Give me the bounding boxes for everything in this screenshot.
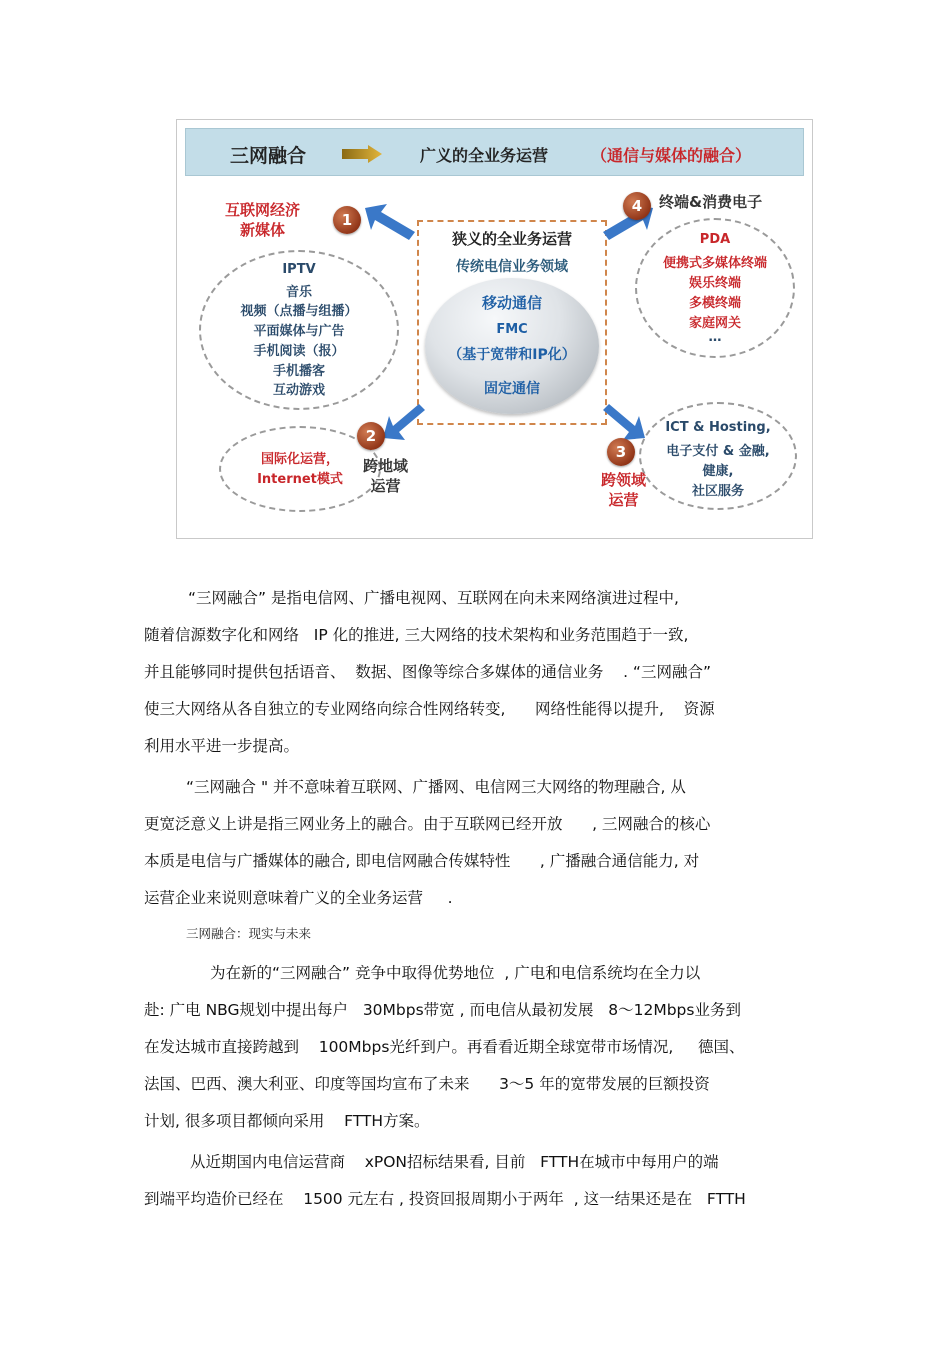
text-line: 更宽泛意义上讲是指三网业务上的融合。由于互联网已经开放 , 三网融合的核心 [144, 815, 711, 833]
section-caption: 三网融合：现实与未来 [186, 926, 312, 941]
node2-label [363, 456, 408, 496]
text-line: 使三大网络从各自独立的专业网络向综合性网络转变, 网络性能得以提升, 资源 [144, 700, 715, 718]
node4-item: 家庭网关 [688, 316, 741, 331]
node3-label-line: 跨领域 [601, 471, 647, 489]
node1-item: 音乐 [285, 285, 312, 300]
node3-item: 电子支付 & 金融, [666, 444, 770, 459]
text-line: 利用水平进一步提高。 [144, 737, 300, 755]
center-title: 狭义的全业务运营 [451, 230, 572, 248]
center-subtitle: 传统电信业务领域 [456, 259, 568, 275]
text-line: “三网融合” 是指电信网、广播电视网、互联网在向未来网络演进过程中, [188, 589, 679, 607]
node2-label-line: 跨地域 [363, 457, 409, 475]
node1-item: 手机播客 [272, 364, 325, 379]
node1-item: 平面媒体与广告 [253, 324, 345, 339]
node3-item: 健康, [702, 464, 734, 479]
node4-item: 娱乐终端 [688, 276, 741, 291]
text-line: 赴: 广电 NBG规划中提出每户 30Mbps带宽 , 而电信从最初发展 8～12Mbps业务到 [144, 1001, 741, 1019]
header-arrow-icon [342, 145, 382, 163]
convergence-diagram [176, 119, 813, 539]
node1-item: 互动游戏 [272, 383, 325, 398]
node1-label-line: 互联网经济 [225, 201, 301, 219]
node1-item: 视频（点播与组播） [240, 304, 358, 319]
node3-ellipse [639, 402, 797, 510]
text-line: 运营企业来说则意味着广义的全业务运营 . [144, 889, 453, 907]
text-line: 法国、巴西、澳大利亚、印度等国均宣布了未来 3～5 年的宽带发展的巨额投资 [144, 1075, 710, 1093]
node4-item: PDA [699, 232, 731, 247]
sphere-line: 固定通信 [484, 381, 540, 397]
text-line: 计划, 很多项目都倾向采用 FTTH方案。 [144, 1112, 430, 1130]
header-paren-text: （通信与媒体的融合） [591, 146, 752, 165]
text-line: 为在新的“三网融合” 竞争中取得优势地位 , 广电和电信系统均在全力以 [210, 964, 701, 982]
sphere-line: FMC [496, 322, 528, 337]
center-sphere [425, 278, 599, 414]
header-left-text: 三网融合 [230, 145, 307, 167]
text-line: “三网融合 " 并不意味着互联网、广播网、电信网三大网络的物理融合, 从 [186, 778, 686, 796]
node1-ellipse [199, 250, 399, 410]
node3-label-line: 运营 [608, 491, 639, 509]
node2-item: Internet模式 [257, 472, 343, 487]
node2-badge: 2 [357, 422, 385, 450]
node3-item: ICT & Hosting, [665, 420, 771, 435]
text-line: 到端平均造价已经在 1500 元左右 , 投资回报周期小于两年 , 这一结果还是在 FTTH [144, 1190, 746, 1208]
node4-label: 终端&消费电子 [659, 193, 763, 211]
node4-item: 多模终端 [688, 296, 741, 311]
arrow-to-node2-icon [381, 402, 427, 442]
text-line: 在发达城市直接跨越到 100Mbps光纤到户。再看看近期全球宽带市场情况, 德国、 [144, 1038, 745, 1056]
arrow-to-node1-icon [363, 202, 417, 242]
sphere-line: 移动通信 [481, 294, 542, 312]
header-middle-text: 广义的全业务运营 [420, 146, 549, 165]
node4-ellipse [635, 218, 795, 358]
diagram-header [185, 128, 804, 176]
node4-badge: 4 [623, 192, 651, 220]
node4-item: … [708, 330, 722, 345]
node3-item: 社区服务 [691, 484, 744, 499]
node3-badge: 3 [607, 438, 635, 466]
text-line: 并且能够同时提供包括语音、 数据、图像等综合多媒体的通信业务 . “三网融合” [144, 663, 711, 681]
node1-badge: 1 [333, 206, 361, 234]
node3-label [601, 470, 646, 510]
node1-label-line: 新媒体 [240, 221, 286, 239]
node1-item: 手机阅读（报） [253, 344, 345, 359]
node2-label-line: 运营 [370, 477, 401, 495]
text-line: 随着信源数字化和网络 IP 化的推进, 三大网络的技术架构和业务范围趋于一致, [144, 626, 689, 644]
sphere-line: （基于宽带和IP化） [448, 347, 576, 363]
node2-item: 国际化运营， [260, 452, 339, 467]
node4-item: 便携式多媒体终端 [662, 256, 767, 271]
node1-label [225, 200, 300, 240]
text-line: 本质是电信与广播媒体的融合, 即电信网融合传媒特性 , 广播融合通信能力, 对 [144, 852, 700, 870]
node1-item: IPTV [282, 262, 316, 277]
center-box [417, 220, 607, 425]
text-line: 从近期国内电信运营商 xPON招标结果看, 目前 FTTH在城市中每用户的端 [190, 1153, 719, 1171]
